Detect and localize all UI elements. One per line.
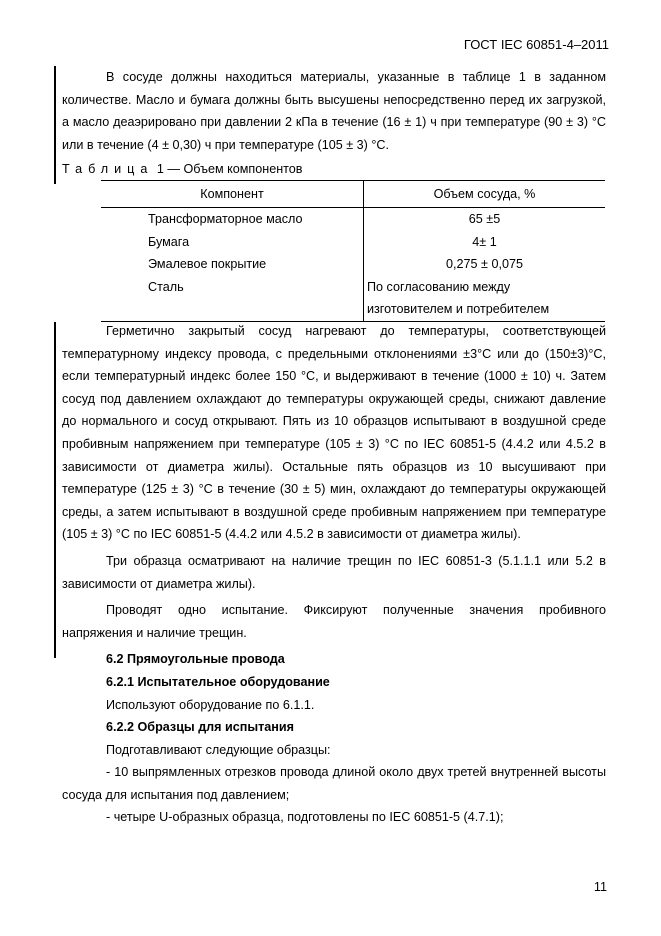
body-block — [62, 320, 606, 829]
cell-volume: изготовителем и потребителем — [367, 302, 550, 317]
cell-volume: 4± 1 — [472, 234, 497, 249]
change-bar-intro — [54, 66, 56, 184]
table-caption-title: 1 — Объем компонентов — [156, 162, 303, 176]
section-heading-6-2: 6.2 Прямоугольные провода — [106, 652, 285, 667]
cell-component-empty — [101, 298, 364, 321]
intro-block — [62, 66, 606, 156]
cell-component: Эмалевое покрытие — [101, 253, 364, 276]
page-number: 11 — [593, 880, 607, 894]
section-heading-6-2-1: 6.2.1 Испытательное оборудование — [106, 674, 330, 689]
list-item: - 10 выпрямленных отрезков провода длиной около двух третей внутренней высоты сосуда для испытания под давлением; — [62, 765, 606, 802]
table-header-row — [101, 181, 605, 208]
header-component: Компонент — [101, 181, 364, 208]
list-item: - четыре U-образных образца, подготовлены по IEC 60851-5 (4.7.1); — [106, 810, 504, 825]
paragraph-equipment: Используют оборудование по 6.1.1. — [106, 697, 315, 712]
table-caption-word: Таблица — [62, 162, 154, 176]
table-row — [101, 208, 605, 231]
cell-volume: По согласованию между — [367, 279, 511, 294]
components-table — [101, 180, 605, 322]
header-volume: Объем сосуда, % — [364, 181, 606, 208]
section-heading-6-2-2: 6.2.2 Образцы для испытания — [106, 720, 295, 735]
document-header: ГОСТ IEC 60851-4–2011 — [463, 37, 609, 52]
table-row — [101, 253, 605, 276]
paragraph-test-procedure: Герметично закрытый сосуд нагревают до температуры, соответствующей температурному индексу провода, с предельными отклонениями ±3°С или до (150±3)°С, если температурный индекс более 150 °С, и выдерживают в течение (1000 ± 10) ч. Затем сосуд под давлением охлаждают до температуры окружающей среды, снижают давление до нормального и сосуд открывают. Пять из 10 образцов испытывают в воздушной среде пробивным напряжением при температуре (105 ± 3) °С по IEC 60851-5 (4.4.2 или 4.5.2 в зависимости от диаметра жилы). Остальные пять образцов из 10 высушивают при температуре (125 ± 3) °С в течение (30 ± 5) мин, охлаждают до температуры окружающей среды, а затем испытывают в воздушной среде пробивным напряжением при температуре (105 ± 3) °С по IEC 60851-5 (4.4.2 или 4.5.2 в зависимости от диаметра жилы). — [62, 324, 606, 542]
table-row — [101, 231, 605, 254]
table-row — [101, 276, 605, 299]
cell-component: Бумага — [101, 231, 364, 254]
cell-component: Трансформаторное масло — [101, 208, 364, 231]
cell-component: Сталь — [101, 276, 364, 299]
intro-paragraph: В сосуде должны находиться материалы, указанные в таблице 1 в заданном количестве. Масло и бумага должны быть высушены непосредственно перед их загрузкой, а масло деаэрировано при давлении 2 кПа в течение (16 ± 1) ч при температуре (90 ± 3) °С или в течение (4 ± 0,30) ч при температуре (105 ± 3) °С. — [62, 70, 606, 152]
change-bar-body — [54, 322, 56, 658]
paragraph-crack-inspection: Три образца осматривают на наличие трещин по IEC 60851-3 (5.1.1.1 или 5.2 в зависимости от диаметра жилы). — [62, 553, 606, 591]
paragraph-single-test: Проводят одно испытание. Фиксируют полученные значения пробивного напряжения и наличие трещин. — [62, 603, 606, 640]
cell-volume: 65 ±5 — [468, 212, 501, 226]
table-row — [101, 298, 605, 321]
cell-volume: 0,275 ± 0,075 — [446, 257, 523, 272]
table-caption — [62, 159, 302, 179]
paragraph-samples-intro: Подготавливают следующие образцы: — [106, 742, 331, 757]
